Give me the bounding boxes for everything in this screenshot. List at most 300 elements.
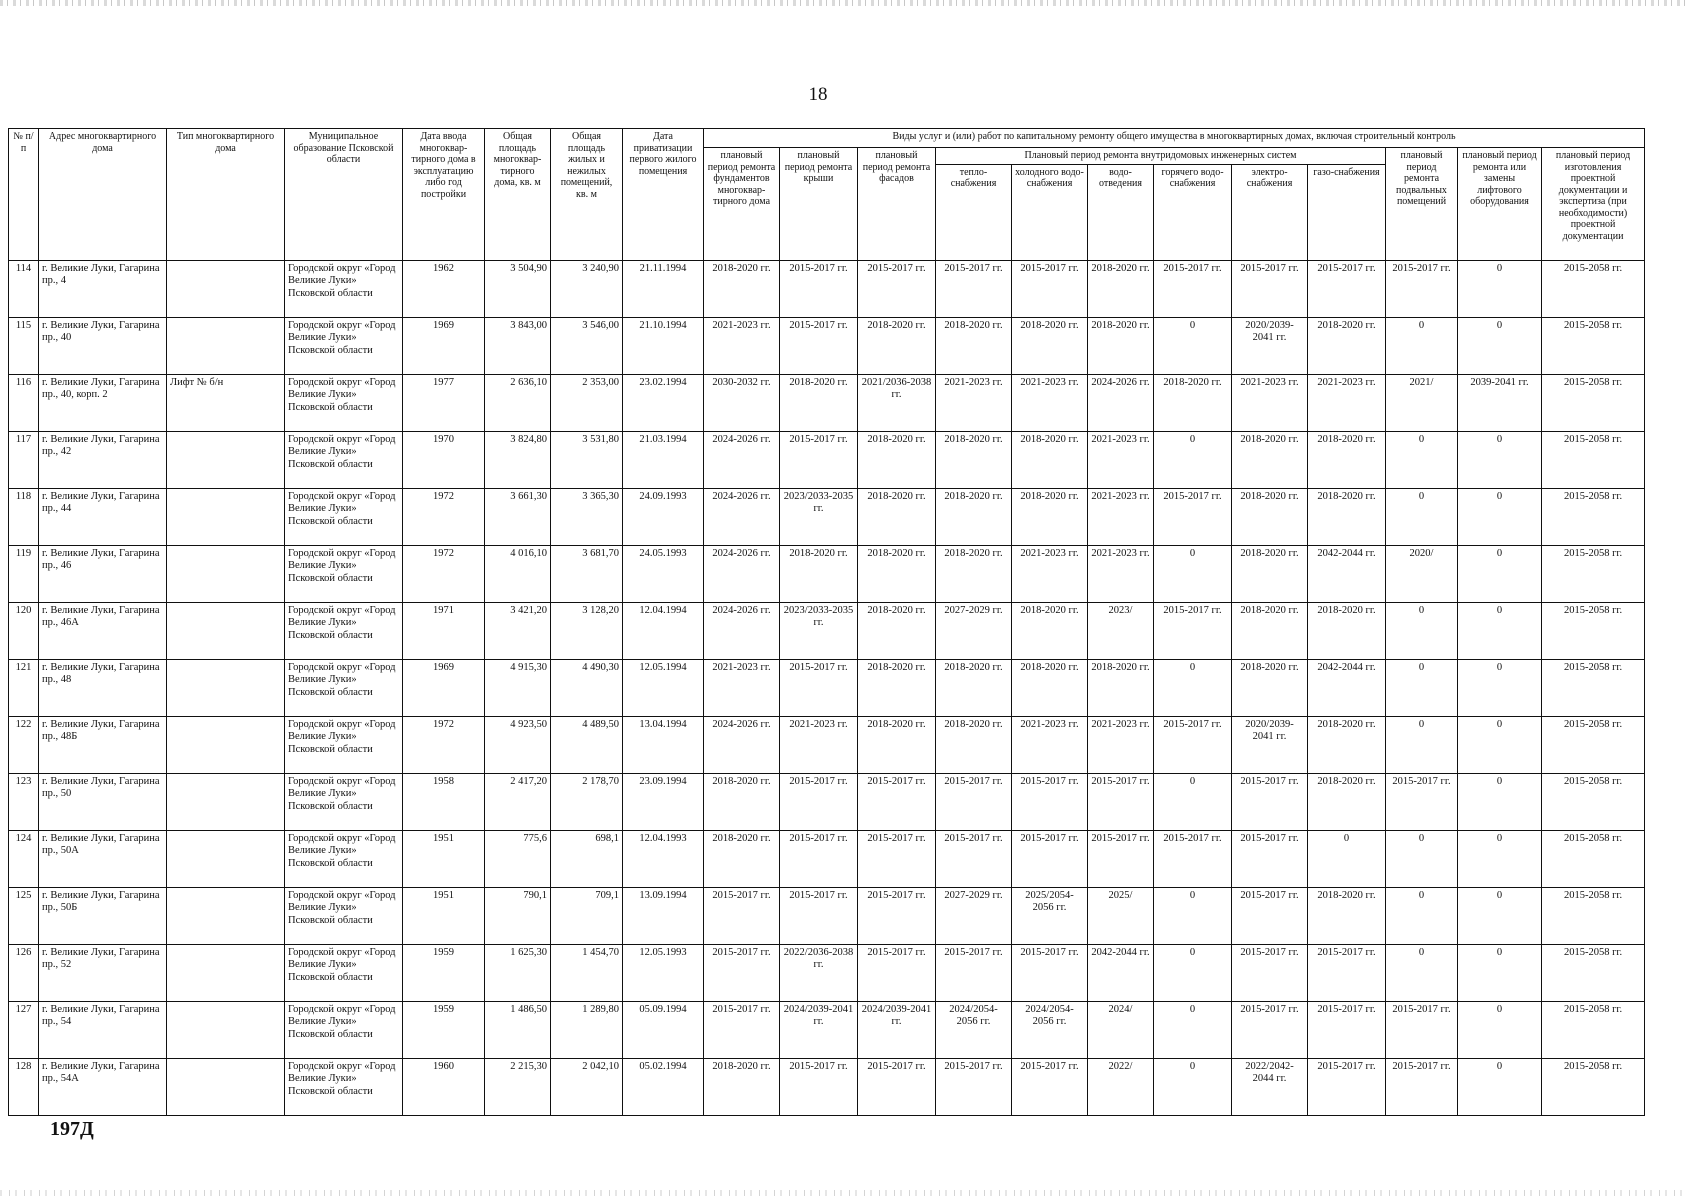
living-area-cell: 3 531,80 xyxy=(551,431,623,488)
roof-cell: 2015-2017 гг. xyxy=(780,830,858,887)
roof-cell: 2023/2033-2035 гг. xyxy=(780,488,858,545)
heat-supply-cell: 2018-2020 гг. xyxy=(936,545,1012,602)
table-header xyxy=(9,129,1645,261)
hot-water-cell: 2015-2017 гг. xyxy=(1154,260,1232,317)
scan-edge-top xyxy=(0,0,1686,6)
municipality-cell: Городской округ «Город Великие Луки» Псковской области xyxy=(285,317,403,374)
type-cell xyxy=(167,830,285,887)
design-doc-cell: 2015-2058 гг. xyxy=(1542,488,1645,545)
gas-cell: 2018-2020 гг. xyxy=(1308,602,1386,659)
type-cell xyxy=(167,944,285,1001)
roof-cell: 2015-2017 гг. xyxy=(780,659,858,716)
electric-cell: 2015-2017 гг. xyxy=(1232,830,1308,887)
row-number: 125 xyxy=(9,887,39,944)
heat-supply-cell: 2018-2020 гг. xyxy=(936,317,1012,374)
electric-cell: 2015-2017 гг. xyxy=(1232,944,1308,1001)
heat-supply-cell: 2024/2054-2056 гг. xyxy=(936,1001,1012,1058)
elevator-cell: 0 xyxy=(1458,317,1542,374)
total-area-cell: 1 486,50 xyxy=(485,1001,551,1058)
hot-water-cell: 0 xyxy=(1154,944,1232,1001)
design-doc-cell: 2015-2058 гг. xyxy=(1542,716,1645,773)
heat-supply-cell: 2015-2017 гг. xyxy=(936,260,1012,317)
municipality-cell: Городской округ «Город Великие Луки» Псковской области xyxy=(285,773,403,830)
gas-cell: 2021-2023 гг. xyxy=(1308,374,1386,431)
electric-cell: 2018-2020 гг. xyxy=(1232,602,1308,659)
header-address: Адрес многоквартирного дома xyxy=(39,129,167,261)
electric-cell: 2015-2017 гг. xyxy=(1232,1001,1308,1058)
privatization-date-cell: 05.02.1994 xyxy=(623,1058,704,1115)
privatization-date-cell: 24.09.1993 xyxy=(623,488,704,545)
type-cell xyxy=(167,887,285,944)
basement-cell: 2015-2017 гг. xyxy=(1386,1058,1458,1115)
sewer-cell: 2018-2020 гг. xyxy=(1088,317,1154,374)
address-cell: г. Великие Луки, Гагарина пр., 4 xyxy=(39,260,167,317)
basement-cell: 0 xyxy=(1386,317,1458,374)
year-cell: 1969 xyxy=(403,659,485,716)
electric-cell: 2020/2039-2041 гг. xyxy=(1232,716,1308,773)
roof-cell: 2024/2039-2041 гг. xyxy=(780,1001,858,1058)
row-number: 124 xyxy=(9,830,39,887)
header-gas: газо-снабжения xyxy=(1308,164,1386,260)
roof-cell: 2023/2033-2035 гг. xyxy=(780,602,858,659)
sewer-cell: 2018-2020 гг. xyxy=(1088,659,1154,716)
living-area-cell: 2 042,10 xyxy=(551,1058,623,1115)
table-row xyxy=(9,260,1645,317)
cold-water-cell: 2015-2017 гг. xyxy=(1012,773,1088,830)
basement-cell: 2015-2017 гг. xyxy=(1386,773,1458,830)
type-cell xyxy=(167,1058,285,1115)
basement-cell: 2020/ xyxy=(1386,545,1458,602)
header-roof: плановый период ремонта крыши xyxy=(780,148,858,261)
facade-cell: 2015-2017 гг. xyxy=(858,887,936,944)
electric-cell: 2020/2039-2041 гг. xyxy=(1232,317,1308,374)
design-doc-cell: 2015-2058 гг. xyxy=(1542,659,1645,716)
type-cell xyxy=(167,260,285,317)
cold-water-cell: 2015-2017 гг. xyxy=(1012,830,1088,887)
year-cell: 1960 xyxy=(403,1058,485,1115)
cold-water-cell: 2015-2017 гг. xyxy=(1012,1058,1088,1115)
table-row xyxy=(9,887,1645,944)
cold-water-cell: 2015-2017 гг. xyxy=(1012,260,1088,317)
sewer-cell: 2024-2026 гг. xyxy=(1088,374,1154,431)
heat-supply-cell: 2018-2020 гг. xyxy=(936,431,1012,488)
row-number: 118 xyxy=(9,488,39,545)
basement-cell: 2021/ xyxy=(1386,374,1458,431)
cold-water-cell: 2018-2020 гг. xyxy=(1012,659,1088,716)
municipality-cell: Городской округ «Город Великие Луки» Псковской области xyxy=(285,944,403,1001)
foundation-cell: 2024-2026 гг. xyxy=(704,545,780,602)
year-cell: 1972 xyxy=(403,545,485,602)
header-hot-water: горячего водо-снабжения xyxy=(1154,164,1232,260)
year-cell: 1958 xyxy=(403,773,485,830)
municipality-cell: Городской округ «Город Великие Луки» Псковской области xyxy=(285,545,403,602)
header-living-area: Общая площадь жилых и нежилых помещений, кв. м xyxy=(551,129,623,261)
sewer-cell: 2025/ xyxy=(1088,887,1154,944)
header-year: Дата ввода многоквар-тирного дома в эксплуатацию либо год постройки xyxy=(403,129,485,261)
heat-supply-cell: 2027-2029 гг. xyxy=(936,887,1012,944)
table-row xyxy=(9,1001,1645,1058)
facade-cell: 2018-2020 гг. xyxy=(858,602,936,659)
total-area-cell: 3 824,80 xyxy=(485,431,551,488)
row-number: 116 xyxy=(9,374,39,431)
table-row xyxy=(9,602,1645,659)
row-number: 127 xyxy=(9,1001,39,1058)
foundation-cell: 2015-2017 гг. xyxy=(704,1001,780,1058)
gas-cell: 2015-2017 гг. xyxy=(1308,944,1386,1001)
address-cell: г. Великие Луки, Гагарина пр., 50Б xyxy=(39,887,167,944)
cold-water-cell: 2024/2054-2056 гг. xyxy=(1012,1001,1088,1058)
gas-cell: 0 xyxy=(1308,830,1386,887)
hot-water-cell: 0 xyxy=(1154,659,1232,716)
foundation-cell: 2021-2023 гг. xyxy=(704,317,780,374)
hot-water-cell: 0 xyxy=(1154,431,1232,488)
cold-water-cell: 2018-2020 гг. xyxy=(1012,431,1088,488)
living-area-cell: 3 546,00 xyxy=(551,317,623,374)
sewer-cell: 2021-2023 гг. xyxy=(1088,716,1154,773)
type-cell xyxy=(167,659,285,716)
electric-cell: 2018-2020 гг. xyxy=(1232,488,1308,545)
address-cell: г. Великие Луки, Гагарина пр., 40, корп. 2 xyxy=(39,374,167,431)
privatization-date-cell: 12.05.1993 xyxy=(623,944,704,1001)
privatization-date-cell: 13.09.1994 xyxy=(623,887,704,944)
header-sewer: водо-отведения xyxy=(1088,164,1154,260)
hot-water-cell: 0 xyxy=(1154,1058,1232,1115)
design-doc-cell: 2015-2058 гг. xyxy=(1542,260,1645,317)
year-cell: 1977 xyxy=(403,374,485,431)
basement-cell: 0 xyxy=(1386,944,1458,1001)
cold-water-cell: 2021-2023 гг. xyxy=(1012,545,1088,602)
address-cell: г. Великие Луки, Гагарина пр., 40 xyxy=(39,317,167,374)
roof-cell: 2015-2017 гг. xyxy=(780,431,858,488)
heat-supply-cell: 2018-2020 гг. xyxy=(936,716,1012,773)
table-row xyxy=(9,659,1645,716)
year-cell: 1971 xyxy=(403,602,485,659)
gas-cell: 2042-2044 гг. xyxy=(1308,659,1386,716)
foundation-cell: 2018-2020 гг. xyxy=(704,773,780,830)
design-doc-cell: 2015-2058 гг. xyxy=(1542,1001,1645,1058)
hot-water-cell: 0 xyxy=(1154,887,1232,944)
facade-cell: 2018-2020 гг. xyxy=(858,431,936,488)
facade-cell: 2015-2017 гг. xyxy=(858,944,936,1001)
elevator-cell: 0 xyxy=(1458,830,1542,887)
table-row xyxy=(9,773,1645,830)
capital-repair-table xyxy=(8,128,1645,1116)
header-num: № п/п xyxy=(9,129,39,261)
electric-cell: 2018-2020 гг. xyxy=(1232,659,1308,716)
municipality-cell: Городской округ «Город Великие Луки» Псковской области xyxy=(285,1001,403,1058)
hot-water-cell: 2015-2017 гг. xyxy=(1154,830,1232,887)
header-facade: плановый период ремонта фасадов xyxy=(858,148,936,261)
facade-cell: 2018-2020 гг. xyxy=(858,545,936,602)
privatization-date-cell: 21.10.1994 xyxy=(623,317,704,374)
living-area-cell: 4 489,50 xyxy=(551,716,623,773)
elevator-cell: 2039-2041 гг. xyxy=(1458,374,1542,431)
header-cold-water: холодного водо-снабжения xyxy=(1012,164,1088,260)
type-cell xyxy=(167,773,285,830)
hot-water-cell: 0 xyxy=(1154,1001,1232,1058)
living-area-cell: 698,1 xyxy=(551,830,623,887)
foundation-cell: 2018-2020 гг. xyxy=(704,830,780,887)
roof-cell: 2018-2020 гг. xyxy=(780,374,858,431)
hot-water-cell: 2015-2017 гг. xyxy=(1154,602,1232,659)
design-doc-cell: 2015-2058 гг. xyxy=(1542,1058,1645,1115)
facade-cell: 2018-2020 гг. xyxy=(858,716,936,773)
design-doc-cell: 2015-2058 гг. xyxy=(1542,317,1645,374)
foundation-cell: 2024-2026 гг. xyxy=(704,602,780,659)
year-cell: 1951 xyxy=(403,887,485,944)
year-cell: 1951 xyxy=(403,830,485,887)
sewer-cell: 2015-2017 гг. xyxy=(1088,773,1154,830)
type-cell: Лифт № б/н xyxy=(167,374,285,431)
address-cell: г. Великие Луки, Гагарина пр., 42 xyxy=(39,431,167,488)
roof-cell: 2022/2036-2038 гг. xyxy=(780,944,858,1001)
municipality-cell: Городской округ «Город Великие Луки» Псковской области xyxy=(285,431,403,488)
type-cell xyxy=(167,488,285,545)
type-cell xyxy=(167,602,285,659)
row-number: 121 xyxy=(9,659,39,716)
roof-cell: 2015-2017 гг. xyxy=(780,887,858,944)
facade-cell: 2018-2020 гг. xyxy=(858,659,936,716)
basement-cell: 0 xyxy=(1386,431,1458,488)
municipality-cell: Городской округ «Город Великие Луки» Псковской области xyxy=(285,659,403,716)
table-row xyxy=(9,431,1645,488)
electric-cell: 2015-2017 гг. xyxy=(1232,260,1308,317)
sewer-cell: 2022/ xyxy=(1088,1058,1154,1115)
municipality-cell: Городской округ «Город Великие Луки» Псковской области xyxy=(285,260,403,317)
heat-supply-cell: 2015-2017 гг. xyxy=(936,830,1012,887)
year-cell: 1962 xyxy=(403,260,485,317)
table-row xyxy=(9,374,1645,431)
gas-cell: 2018-2020 гг. xyxy=(1308,317,1386,374)
municipality-cell: Городской округ «Город Великие Луки» Псковской области xyxy=(285,488,403,545)
type-cell xyxy=(167,431,285,488)
elevator-cell: 0 xyxy=(1458,545,1542,602)
hot-water-cell: 0 xyxy=(1154,773,1232,830)
privatization-date-cell: 12.05.1994 xyxy=(623,659,704,716)
elevator-cell: 0 xyxy=(1458,488,1542,545)
sewer-cell: 2015-2017 гг. xyxy=(1088,830,1154,887)
elevator-cell: 0 xyxy=(1458,431,1542,488)
hot-water-cell: 0 xyxy=(1154,317,1232,374)
foundation-cell: 2024-2026 гг. xyxy=(704,431,780,488)
table-row xyxy=(9,545,1645,602)
header-municipality: Муниципальное образование Псковской области xyxy=(285,129,403,261)
total-area-cell: 4 016,10 xyxy=(485,545,551,602)
cold-water-cell: 2021-2023 гг. xyxy=(1012,374,1088,431)
gas-cell: 2018-2020 гг. xyxy=(1308,431,1386,488)
design-doc-cell: 2015-2058 гг. xyxy=(1542,830,1645,887)
electric-cell: 2022/2042-2044 гг. xyxy=(1232,1058,1308,1115)
gas-cell: 2018-2020 гг. xyxy=(1308,887,1386,944)
municipality-cell: Городской округ «Город Великие Луки» Псковской области xyxy=(285,602,403,659)
design-doc-cell: 2015-2058 гг. xyxy=(1542,431,1645,488)
elevator-cell: 0 xyxy=(1458,773,1542,830)
sewer-cell: 2023/ xyxy=(1088,602,1154,659)
electric-cell: 2018-2020 гг. xyxy=(1232,431,1308,488)
total-area-cell: 2 215,30 xyxy=(485,1058,551,1115)
design-doc-cell: 2015-2058 гг. xyxy=(1542,773,1645,830)
foundation-cell: 2015-2017 гг. xyxy=(704,887,780,944)
year-cell: 1972 xyxy=(403,716,485,773)
roof-cell: 2015-2017 гг. xyxy=(780,260,858,317)
address-cell: г. Великие Луки, Гагарина пр., 54 xyxy=(39,1001,167,1058)
elevator-cell: 0 xyxy=(1458,1058,1542,1115)
page-number: 18 xyxy=(808,84,828,105)
foundation-cell: 2024-2026 гг. xyxy=(704,716,780,773)
hot-water-cell: 2015-2017 гг. xyxy=(1154,488,1232,545)
table-row xyxy=(9,716,1645,773)
type-cell xyxy=(167,545,285,602)
municipality-cell: Городской округ «Город Великие Луки» Псковской области xyxy=(285,716,403,773)
sewer-cell: 2018-2020 гг. xyxy=(1088,260,1154,317)
electric-cell: 2015-2017 гг. xyxy=(1232,773,1308,830)
address-cell: г. Великие Луки, Гагарина пр., 50 xyxy=(39,773,167,830)
heat-supply-cell: 2015-2017 гг. xyxy=(936,773,1012,830)
living-area-cell: 1 454,70 xyxy=(551,944,623,1001)
gas-cell: 2015-2017 гг. xyxy=(1308,1058,1386,1115)
total-area-cell: 4 923,50 xyxy=(485,716,551,773)
year-cell: 1959 xyxy=(403,1001,485,1058)
basement-cell: 0 xyxy=(1386,887,1458,944)
row-number: 122 xyxy=(9,716,39,773)
header-subgroup-title: Плановый период ремонта внутридомовых инженерных систем xyxy=(936,148,1386,165)
living-area-cell: 1 289,80 xyxy=(551,1001,623,1058)
facade-cell: 2021/2036-2038 гг. xyxy=(858,374,936,431)
design-doc-cell: 2015-2058 гг. xyxy=(1542,944,1645,1001)
electric-cell: 2015-2017 гг. xyxy=(1232,887,1308,944)
heat-supply-cell: 2018-2020 гг. xyxy=(936,659,1012,716)
row-number: 120 xyxy=(9,602,39,659)
hot-water-cell: 2015-2017 гг. xyxy=(1154,716,1232,773)
year-cell: 1969 xyxy=(403,317,485,374)
cold-water-cell: 2018-2020 гг. xyxy=(1012,488,1088,545)
municipality-cell: Городской округ «Город Великие Луки» Псковской области xyxy=(285,887,403,944)
sewer-cell: 2021-2023 гг. xyxy=(1088,488,1154,545)
elevator-cell: 0 xyxy=(1458,887,1542,944)
foundation-cell: 2018-2020 гг. xyxy=(704,260,780,317)
basement-cell: 0 xyxy=(1386,716,1458,773)
header-foundation: плановый период ремонта фундаментов многоквар-тирного дома xyxy=(704,148,780,261)
design-doc-cell: 2015-2058 гг. xyxy=(1542,374,1645,431)
total-area-cell: 1 625,30 xyxy=(485,944,551,1001)
facade-cell: 2015-2017 гг. xyxy=(858,1058,936,1115)
sewer-cell: 2021-2023 гг. xyxy=(1088,545,1154,602)
living-area-cell: 3 240,90 xyxy=(551,260,623,317)
sewer-cell: 2042-2044 гг. xyxy=(1088,944,1154,1001)
address-cell: г. Великие Луки, Гагарина пр., 48Б xyxy=(39,716,167,773)
cold-water-cell: 2025/2054-2056 гг. xyxy=(1012,887,1088,944)
total-area-cell: 3 843,00 xyxy=(485,317,551,374)
row-number: 123 xyxy=(9,773,39,830)
cold-water-cell: 2018-2020 гг. xyxy=(1012,602,1088,659)
gas-cell: 2015-2017 гг. xyxy=(1308,260,1386,317)
table-row xyxy=(9,1058,1645,1115)
address-cell: г. Великие Луки, Гагарина пр., 52 xyxy=(39,944,167,1001)
table-body xyxy=(9,260,1645,1115)
header-design: плановый период изготовления проектной документации и экспертиза (при необходимости) проектной документации xyxy=(1542,148,1645,261)
year-cell: 1959 xyxy=(403,944,485,1001)
privatization-date-cell: 12.04.1993 xyxy=(623,830,704,887)
header-electric: электро-снабжения xyxy=(1232,164,1308,260)
header-total-area: Общая площадь многоквар-тирного дома, кв. м xyxy=(485,129,551,261)
address-cell: г. Великие Луки, Гагарина пр., 44 xyxy=(39,488,167,545)
roof-cell: 2015-2017 гг. xyxy=(780,317,858,374)
heat-supply-cell: 2021-2023 гг. xyxy=(936,374,1012,431)
row-number: 119 xyxy=(9,545,39,602)
elevator-cell: 0 xyxy=(1458,260,1542,317)
header-heat: тепло-снабжения xyxy=(936,164,1012,260)
basement-cell: 0 xyxy=(1386,830,1458,887)
header-group-title: Виды услуг и (или) работ по капитальному ремонту общего имущества в многоквартирных домах, включая строительный контроль xyxy=(704,129,1645,148)
privatization-date-cell: 23.09.1994 xyxy=(623,773,704,830)
gas-cell: 2018-2020 гг. xyxy=(1308,488,1386,545)
hot-water-cell: 0 xyxy=(1154,545,1232,602)
electric-cell: 2021-2023 гг. xyxy=(1232,374,1308,431)
electric-cell: 2018-2020 гг. xyxy=(1232,545,1308,602)
year-cell: 1972 xyxy=(403,488,485,545)
municipality-cell: Городской округ «Город Великие Луки» Псковской области xyxy=(285,1058,403,1115)
heat-supply-cell: 2027-2029 гг. xyxy=(936,602,1012,659)
header-basement: плановый период ремонта подвальных помещений xyxy=(1386,148,1458,261)
elevator-cell: 0 xyxy=(1458,1001,1542,1058)
table-row xyxy=(9,944,1645,1001)
privatization-date-cell: 13.04.1994 xyxy=(623,716,704,773)
cold-water-cell: 2018-2020 гг. xyxy=(1012,317,1088,374)
foundation-cell: 2021-2023 гг. xyxy=(704,659,780,716)
total-area-cell: 3 504,90 xyxy=(485,260,551,317)
sewer-cell: 2021-2023 гг. xyxy=(1088,431,1154,488)
row-number: 115 xyxy=(9,317,39,374)
table-row xyxy=(9,488,1645,545)
address-cell: г. Великие Луки, Гагарина пр., 46А xyxy=(39,602,167,659)
basement-cell: 0 xyxy=(1386,602,1458,659)
total-area-cell: 4 915,30 xyxy=(485,659,551,716)
document-code: 197Д xyxy=(50,1118,94,1140)
living-area-cell: 3 128,20 xyxy=(551,602,623,659)
elevator-cell: 0 xyxy=(1458,716,1542,773)
elevator-cell: 0 xyxy=(1458,659,1542,716)
table-row xyxy=(9,830,1645,887)
roof-cell: 2015-2017 гг. xyxy=(780,1058,858,1115)
total-area-cell: 790,1 xyxy=(485,887,551,944)
cold-water-cell: 2021-2023 гг. xyxy=(1012,716,1088,773)
address-cell: г. Великие Луки, Гагарина пр., 48 xyxy=(39,659,167,716)
facade-cell: 2018-2020 гг. xyxy=(858,488,936,545)
row-number: 126 xyxy=(9,944,39,1001)
municipality-cell: Городской округ «Город Великие Луки» Псковской области xyxy=(285,830,403,887)
heat-supply-cell: 2015-2017 гг. xyxy=(936,944,1012,1001)
row-number: 114 xyxy=(9,260,39,317)
type-cell xyxy=(167,317,285,374)
privatization-date-cell: 21.03.1994 xyxy=(623,431,704,488)
privatization-date-cell: 24.05.1993 xyxy=(623,545,704,602)
living-area-cell: 709,1 xyxy=(551,887,623,944)
living-area-cell: 2 353,00 xyxy=(551,374,623,431)
hot-water-cell: 2018-2020 гг. xyxy=(1154,374,1232,431)
living-area-cell: 3 365,30 xyxy=(551,488,623,545)
total-area-cell: 2 636,10 xyxy=(485,374,551,431)
row-number: 128 xyxy=(9,1058,39,1115)
privatization-date-cell: 05.09.1994 xyxy=(623,1001,704,1058)
basement-cell: 2015-2017 гг. xyxy=(1386,1001,1458,1058)
facade-cell: 2015-2017 гг. xyxy=(858,260,936,317)
roof-cell: 2018-2020 гг. xyxy=(780,545,858,602)
facade-cell: 2015-2017 гг. xyxy=(858,830,936,887)
header-elevator: плановый период ремонта или замены лифтового оборудования xyxy=(1458,148,1542,261)
table-row xyxy=(9,317,1645,374)
facade-cell: 2015-2017 гг. xyxy=(858,773,936,830)
scan-edge-bottom xyxy=(0,1190,1686,1196)
